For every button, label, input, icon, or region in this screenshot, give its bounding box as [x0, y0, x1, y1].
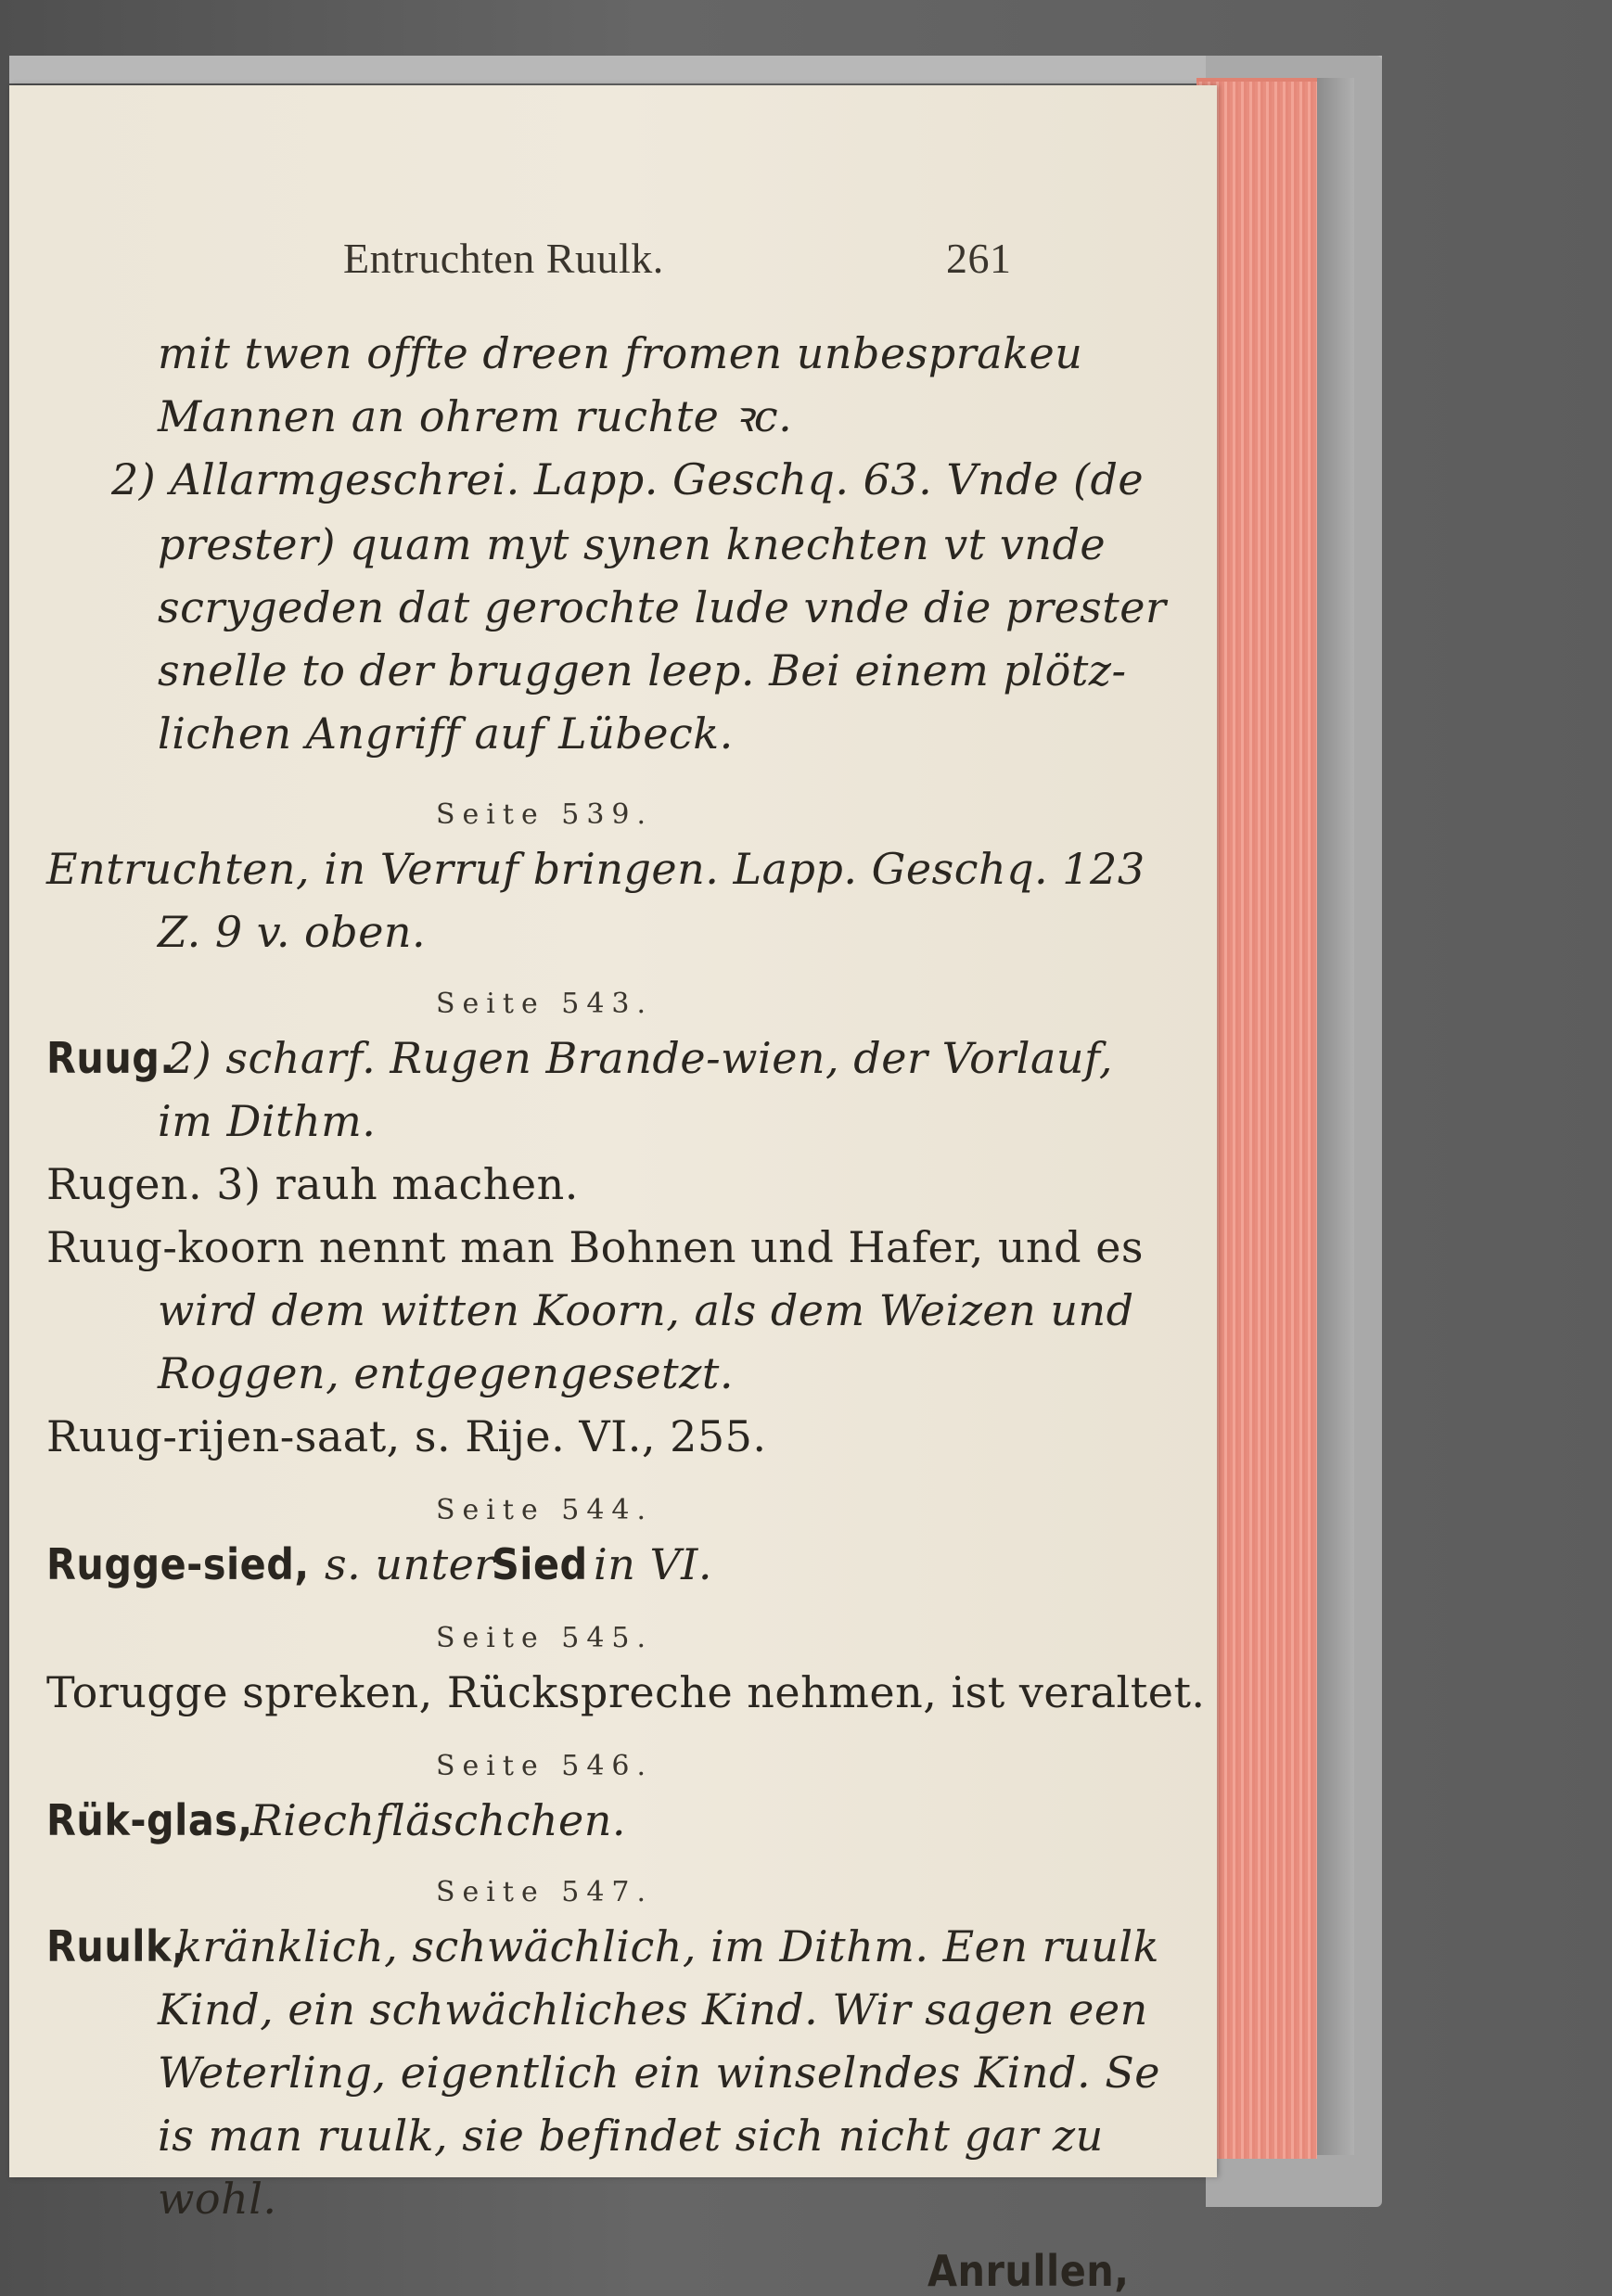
- text-line: lichen Angriff auf Lübeck.: [158, 708, 734, 759]
- entry-headword: Rugge-sied,: [46, 1539, 310, 1589]
- book-page: [9, 85, 1217, 2296]
- catchword: Anrullen,: [928, 2246, 1130, 2296]
- text-line: kränklich, schwächlich, im Dithm. Een ruulk: [176, 1921, 1159, 1971]
- section-heading: Seite 545.: [436, 1622, 654, 1654]
- book-cover-top: [9, 56, 1382, 83]
- entry-headword: Ruulk,: [46, 1921, 187, 1971]
- section-heading: Seite 547.: [436, 1876, 654, 1908]
- running-title: Entruchten Ruulk.: [343, 235, 664, 282]
- text-line: is man ruulk, sie befindet sich nicht gar zu: [158, 2111, 1104, 2161]
- entry-headword: Ruug.: [46, 1033, 175, 1083]
- text-line: 2) Allarmgeschrei. Lapp. Geschq. 63. Vnde (de: [111, 454, 1145, 504]
- text-line: Z. 9 v. oben.: [158, 907, 427, 957]
- entry-headword: Rük-glas,: [46, 1795, 253, 1845]
- text-line: Torugge spreken, Rückspreche nehmen, ist veraltet.: [46, 1667, 1206, 1717]
- section-heading: Seite 546.: [436, 1750, 654, 1782]
- text-line: Rugen. 3) rauh machen.: [46, 1159, 579, 1209]
- entry-headword: Sied: [492, 1539, 588, 1589]
- text-line: Mannen an ohrem ruchte ꝛc.: [158, 391, 793, 441]
- text-line: wird dem witten Koorn, als dem Weizen und: [158, 1285, 1134, 1335]
- text-line: wohl.: [158, 2174, 277, 2224]
- text-line: Entruchten, in Verruf bringen. Lapp. Geschq. 123: [46, 844, 1145, 894]
- text-line: Roggen, entgegengesetzt.: [158, 1348, 734, 1398]
- text-line: Weterling, eigentlich ein winselndes Kind. Se: [158, 2047, 1160, 2098]
- text-line: im Dithm.: [158, 1096, 377, 1146]
- text-line: Ruug-koorn nennt man Bohnen und Hafer, und es: [46, 1222, 1145, 1272]
- text-line: s. unter: [325, 1539, 495, 1589]
- text-line: scrygeden dat gerochte lude vnde die prester: [158, 582, 1167, 632]
- text-line: mit twen offte dreen fromen unbesprakeu: [158, 328, 1083, 378]
- text-line: 2) scharf. Rugen Brande-wien, der Vorlauf,: [167, 1033, 1114, 1083]
- text-line: Ruug-rijen-saat, s. Rije. VI., 255.: [46, 1411, 767, 1461]
- section-heading: Seite 544.: [436, 1494, 654, 1526]
- section-heading: Seite 543.: [436, 988, 654, 1020]
- text-line: Kind, ein schwächliches Kind. Wir sagen een: [158, 1984, 1148, 2035]
- page-number: 261: [946, 235, 1012, 282]
- text-line: Riechfläschchen.: [250, 1795, 626, 1845]
- section-heading: Seite 539.: [436, 798, 654, 831]
- text-line: snelle to der bruggen leep. Bei einem plötz-: [158, 645, 1127, 695]
- text-line: prester) quam myt synen knechten vt vnde: [158, 519, 1107, 569]
- cover-edge: [1317, 78, 1354, 2155]
- text-line: in VI.: [594, 1539, 712, 1589]
